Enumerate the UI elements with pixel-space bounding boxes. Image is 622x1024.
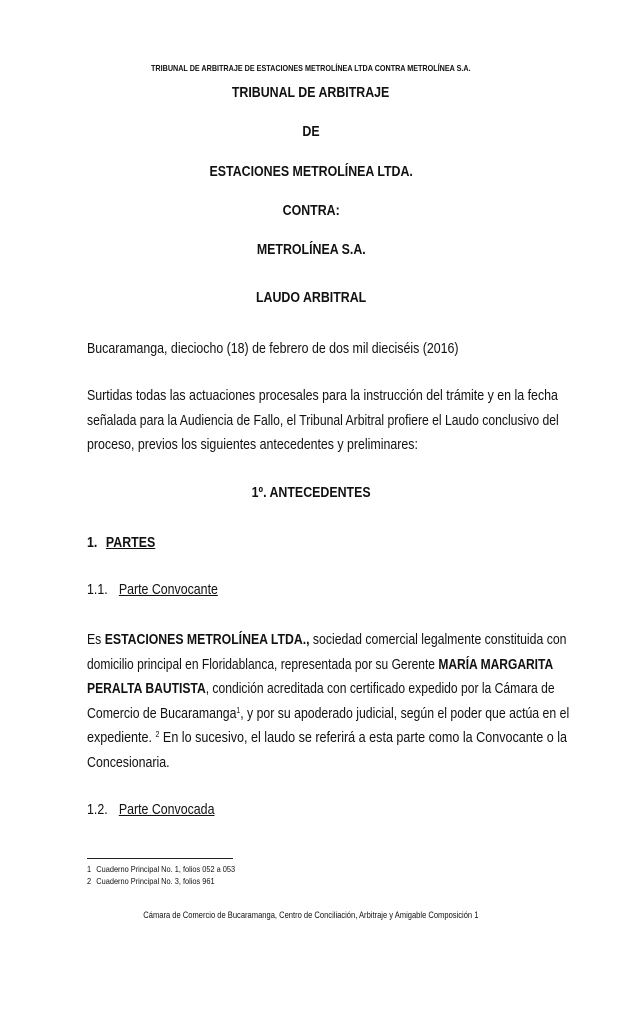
footnote-text: Cuaderno Principal No. 1, folios 052 a 053 <box>96 864 236 874</box>
subsection-number: 1.2. <box>87 802 108 818</box>
footnote-text: Cuaderno Principal No. 3, folios 961 <box>96 876 215 886</box>
paragraph-line: Comercio de Bucaramanga$^1$, y por su apoderado judicial, según el poder que actúa en el <box>87 705 570 722</box>
manager-surname: PERALTA BAUTISTA <box>87 681 206 698</box>
paragraph-line: Concesionaria. <box>87 754 170 771</box>
paragraph-line: domicilio principal en Floridablanca, representada por su Gerente MARÍA MARGARITA <box>87 656 554 673</box>
footnote-number: 2 <box>87 876 92 886</box>
subheading-number: 1. <box>87 535 98 551</box>
paragraph-line: proceso, previos los siguientes antecedentes y preliminares: <box>87 437 418 454</box>
paragraph-line: PERALTA BAUTISTA, condición acreditada con certificado expedido por la Cámara de <box>87 681 555 698</box>
footnote-ref-1[interactable]: 1 <box>236 705 241 715</box>
subsection-parte-convocante <box>87 582 239 598</box>
footnote-number: 1 <box>87 864 92 874</box>
title-respondent: METROLÍNEA S.A. <box>256 242 366 258</box>
title-tribunal: TRIBUNAL DE ARBITRAJE <box>232 85 390 101</box>
title-laudo-arbitral: LAUDO ARBITRAL <box>255 290 367 306</box>
subheading-label: PARTES <box>105 535 156 551</box>
running-header <box>0 63 622 73</box>
running-footer <box>0 910 622 920</box>
paragraph-line: Surtidas todas las actuaciones procesales para la instrucción del trámite y en la fecha <box>87 388 558 404</box>
running-header-text: TRIBUNAL DE ARBITRAJE DE ESTACIONES METROLÍNEA LTDA CONTRA METROLÍNEA S.A. <box>151 63 471 73</box>
footnote-2 <box>87 876 235 886</box>
paragraph-line: señalada para la Audiencia de Fallo, el Tribunal Arbitral profiere el Laudo conclusivo del <box>87 412 559 429</box>
manager-name: MARÍA MARGARITA <box>438 656 554 673</box>
footnote-separator <box>87 858 233 859</box>
subsection-label: Parte Convocada <box>118 802 215 818</box>
footnote-1 <box>87 864 259 874</box>
title-de: DE <box>302 124 320 140</box>
footer-text: Cámara de Comercio de Bucaramanga, Centro de Conciliación, Arbitraje y Amigable Composición 1 <box>143 910 479 920</box>
subsection-number: 1.1. <box>87 582 108 598</box>
subheading-partes <box>87 535 166 551</box>
company-name: ESTACIONES METROLÍNEA LTDA., <box>104 632 310 648</box>
subsection-parte-convocada <box>87 802 235 818</box>
section-heading-antecedentes: 1º. ANTECEDENTES <box>251 485 371 501</box>
intro-paragraph <box>87 384 559 458</box>
date-line: Bucaramanga, dieciocho (18) de febrero de dos mil dieciséis (2016) <box>87 341 459 357</box>
paragraph-line: Es ESTACIONES METROLÍNEA LTDA., sociedad comercial legalmente constituida con <box>87 632 567 648</box>
title-claimant: ESTACIONES METROLÍNEA LTDA. <box>209 164 413 180</box>
subsection-label: Parte Convocante <box>118 582 218 598</box>
convocante-paragraph <box>87 628 570 776</box>
footnote-ref-2[interactable]: 2 <box>155 730 160 740</box>
paragraph-line: expediente. $^2$ En lo sucesivo, el laudo se referirá a esta parte como la Convocante o la <box>87 730 568 747</box>
title-contra: CONTRA: <box>282 203 340 219</box>
